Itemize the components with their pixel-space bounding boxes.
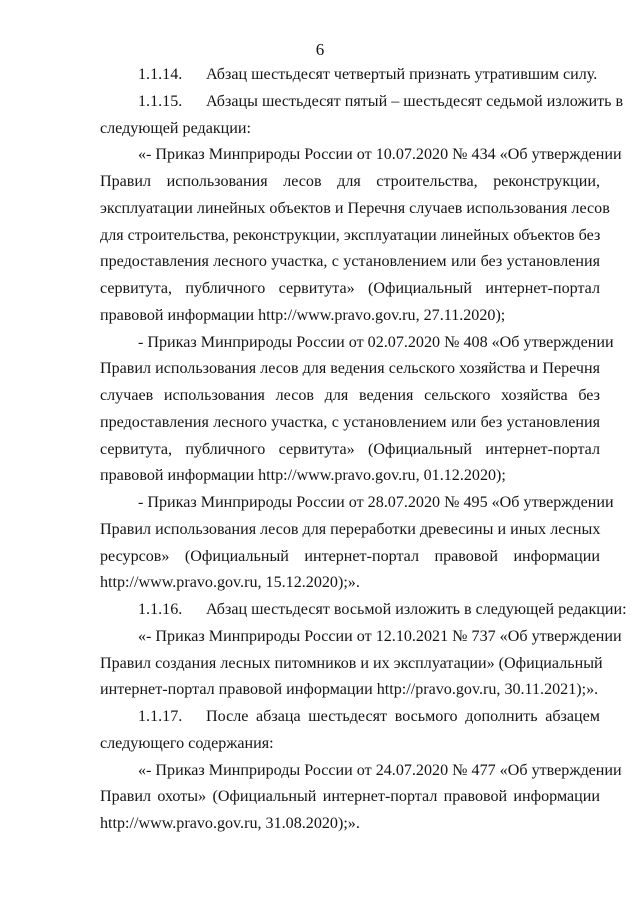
text-line: правовой информации http://www.pravo.gov.ru, 27.11.2020);: [100, 306, 506, 324]
text-line: следующего содержания:: [100, 734, 274, 752]
text-line: [100, 597, 627, 624]
text-line: сервитута, публичного сервитута» (Официальный интернет-портал: [100, 280, 600, 297]
text-line: Правил использования лесов для ведения сельского хозяйства и Перечня: [100, 360, 600, 378]
text-line: http://www.pravo.gov.ru, 31.08.2020);».: [100, 815, 360, 832]
document-body: [100, 62, 627, 838]
text-line: для строительства, реконструкции, эксплуатации линейных объектов без: [100, 226, 601, 244]
clause-text: Абзацы шестьдесят пятый – шестьдесят седьмой изложить в: [206, 92, 624, 110]
clause-1-1-15: [100, 89, 624, 143]
text-line: Правил использования лесов для строительства, реконструкции,: [100, 173, 600, 190]
text-line: Правил охоты» (Официальный интернет-портал правовой информации: [100, 788, 600, 806]
order-737-paragraph: [100, 624, 622, 704]
text-line: [100, 704, 600, 731]
text-line: правовой информации http://www.pravo.gov.ru, 01.12.2020);: [100, 467, 506, 485]
clause-number: 1.1.17.: [138, 708, 183, 725]
clause-number: 1.1.15.: [138, 92, 183, 110]
text-line: http://www.pravo.gov.ru, 15.12.2020);».: [100, 574, 360, 592]
text-line: «- Приказ Минприроды России от 10.07.2020 № 434 «Об утверждении: [138, 146, 622, 164]
text-line: - Приказ Минприроды России от 02.07.2020 № 408 «Об утверждении: [138, 333, 614, 351]
text-line: «- Приказ Минприроды России от 24.07.2020 № 477 «Об утверждении: [138, 761, 622, 779]
clause-number: 1.1.14.: [138, 66, 183, 83]
order-477-paragraph: [100, 758, 622, 838]
text-line: предоставления лесного участка, с установлением или без установления: [100, 413, 600, 431]
text-line: Правил создания лесных питомников и их эксплуатации» (Официальный: [100, 654, 603, 672]
text-line: «- Приказ Минприроды России от 12.10.2021 № 737 «Об утверждении: [138, 627, 622, 645]
order-408-paragraph: [100, 330, 614, 491]
text-line: сервитута, публичного сервитута» (Официальный интернет-портал: [100, 440, 600, 458]
clause-number: 1.1.16.: [138, 601, 183, 618]
text-line: [100, 62, 600, 89]
clause-text: Абзац шестьдесят четвертый признать утратившим силу.: [206, 66, 598, 83]
text-line: случаев использования лесов для ведения сельского хозяйства без: [100, 387, 600, 404]
clause-1-1-17: [100, 704, 600, 758]
text-line: - Приказ Минприроды России от 28.07.2020 № 495 «Об утверждении: [138, 494, 614, 511]
clause-1-1-16: [100, 597, 627, 624]
clause-text: Абзац шестьдесят восьмой изложить в следующей редакции:: [206, 601, 627, 618]
text-line: Правил использования лесов для переработки древесины и иных лесных: [100, 520, 601, 538]
order-495-paragraph: [100, 490, 614, 597]
text-line: ресурсов» (Официальный интернет-портал правовой информации: [100, 547, 600, 565]
text-line: [100, 89, 624, 116]
page-number: 6: [315, 40, 325, 59]
text-line: интернет-портал правовой информации http://pravo.gov.ru, 30.11.2021);».: [100, 681, 599, 699]
text-line: следующей редакции:: [100, 119, 251, 137]
order-434-paragraph: [100, 142, 622, 329]
text-line: эксплуатации линейных объектов и Перечня случаев использования лесов: [100, 199, 610, 217]
text-line: предоставления лесного участка, с установлением или без установления: [100, 253, 600, 271]
clause-1-1-14: [100, 62, 600, 89]
clause-text: После абзаца шестьдесят восьмого дополнить абзацем: [206, 708, 600, 725]
